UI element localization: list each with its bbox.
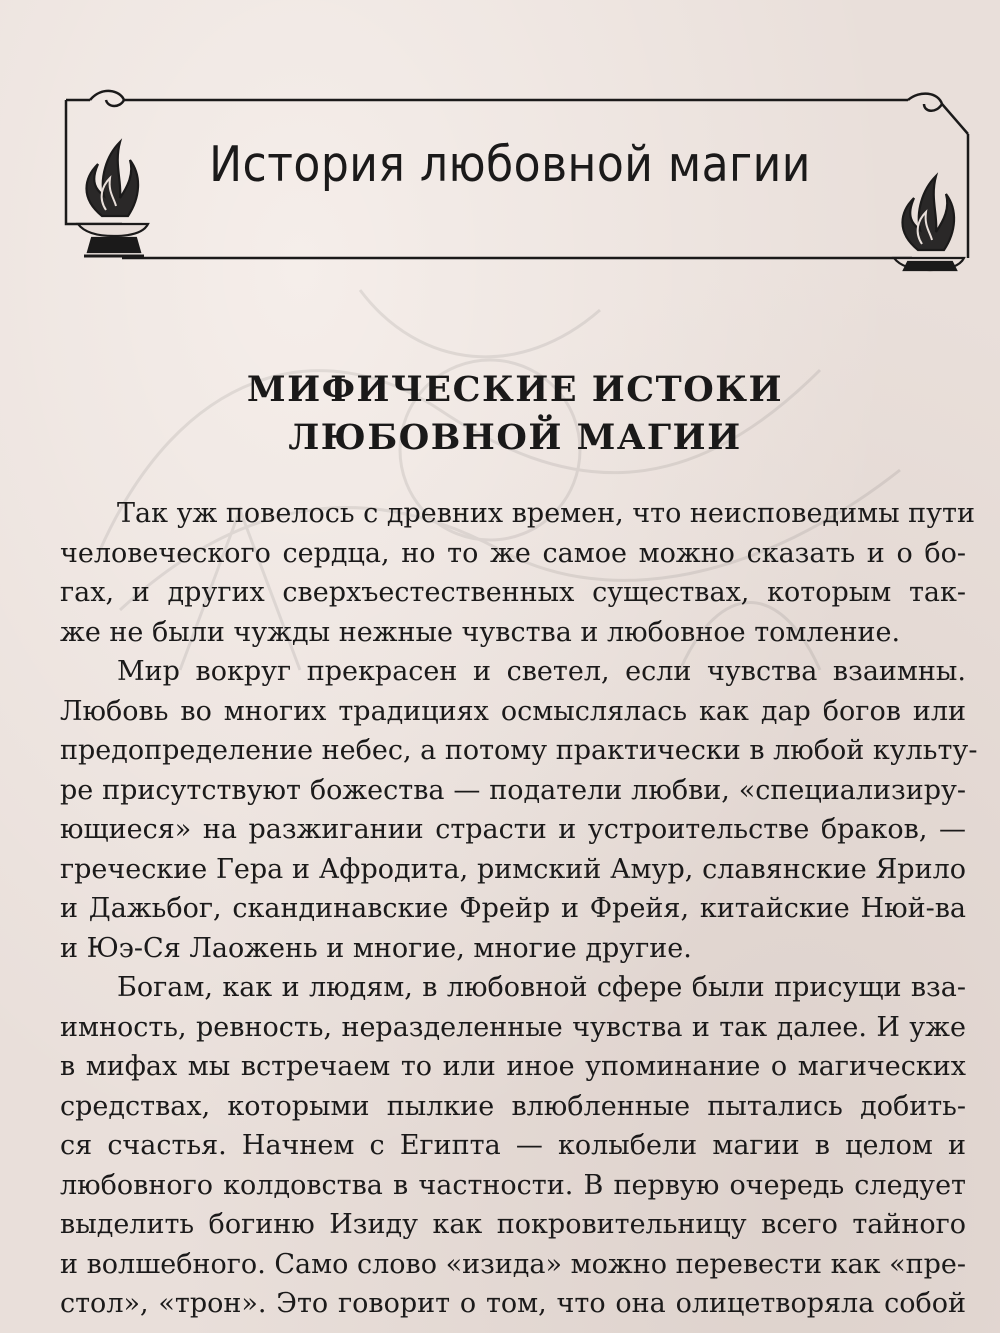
- eternal-flame-icon: [78, 142, 148, 256]
- text-line: в мифах мы встречаем то или иное упоминание о магических: [60, 1051, 966, 1082]
- text-line: ся счастья. Начнем с Египта — колыбели магии в целом и: [60, 1130, 966, 1161]
- text-line: и волшебного. Само слово «изида» можно перевести как «пре-: [60, 1248, 966, 1280]
- text-line: средствах, которыми пылкие влюбленные пытались добить-: [60, 1090, 966, 1122]
- text-line: греческие Гера и Афродита, римский Амур, славянские Ярило: [60, 853, 966, 885]
- text-line: и Юэ-Ся Лаожень и многие, многие другие.: [60, 932, 692, 964]
- text-line: Мир вокруг прекрасен и светел, если чувства взаимны.: [117, 656, 966, 687]
- text-line: человеческого сердца, но то же самое можно сказать и о бо-: [60, 537, 966, 569]
- text-line: Так уж повелось с древних времен, что неисповедимы пути: [117, 498, 975, 529]
- text-line: Любовь во многих традициях осмыслялась как дар богов или: [60, 695, 966, 727]
- text-line: ющиеся» на разжигании страсти и устроительстве браков, —: [60, 814, 966, 845]
- body-text: [60, 494, 978, 1324]
- text-line: Богам, как и людям, в любовной сфере были присущи вза-: [117, 972, 966, 1003]
- section-title-line: ЛЮБОВНОЙ МАГИИ: [288, 417, 742, 458]
- text-line: выделить богиню Изиду как покровительницу всего тайного: [60, 1209, 966, 1240]
- chapter-title: История любовной магии: [209, 136, 811, 193]
- text-line: гах, и других сверхъестественных существах, которым так-: [60, 577, 966, 608]
- text-line: стол», «трон». Это говорит о том, что она олицетворяла собой: [60, 1288, 966, 1319]
- section-title-line: МИФИЧЕСКИЕ ИСТОКИ: [246, 369, 784, 410]
- text-line: и Дажьбог, скандинавские Фрейр и Фрейя, китайские Нюй-ва: [60, 893, 966, 924]
- text-line: ре присутствуют божества — податели любви, «специализиру-: [60, 774, 966, 806]
- section-title: [100, 366, 930, 462]
- text-line: предопределение небес, а потому практически в любой культу-: [60, 735, 978, 766]
- eternal-flame-icon: [894, 176, 964, 270]
- paragraph: [60, 968, 966, 1324]
- text-line: имность, ревность, неразделенные чувства и так далее. И уже: [60, 1011, 966, 1043]
- text-line: же не были чужды нежные чувства и любовное томление.: [60, 616, 901, 648]
- text-line: любовного колдовства в частности. В первую очередь следует: [60, 1169, 966, 1201]
- paragraph: [60, 494, 975, 652]
- paragraph: [60, 652, 978, 968]
